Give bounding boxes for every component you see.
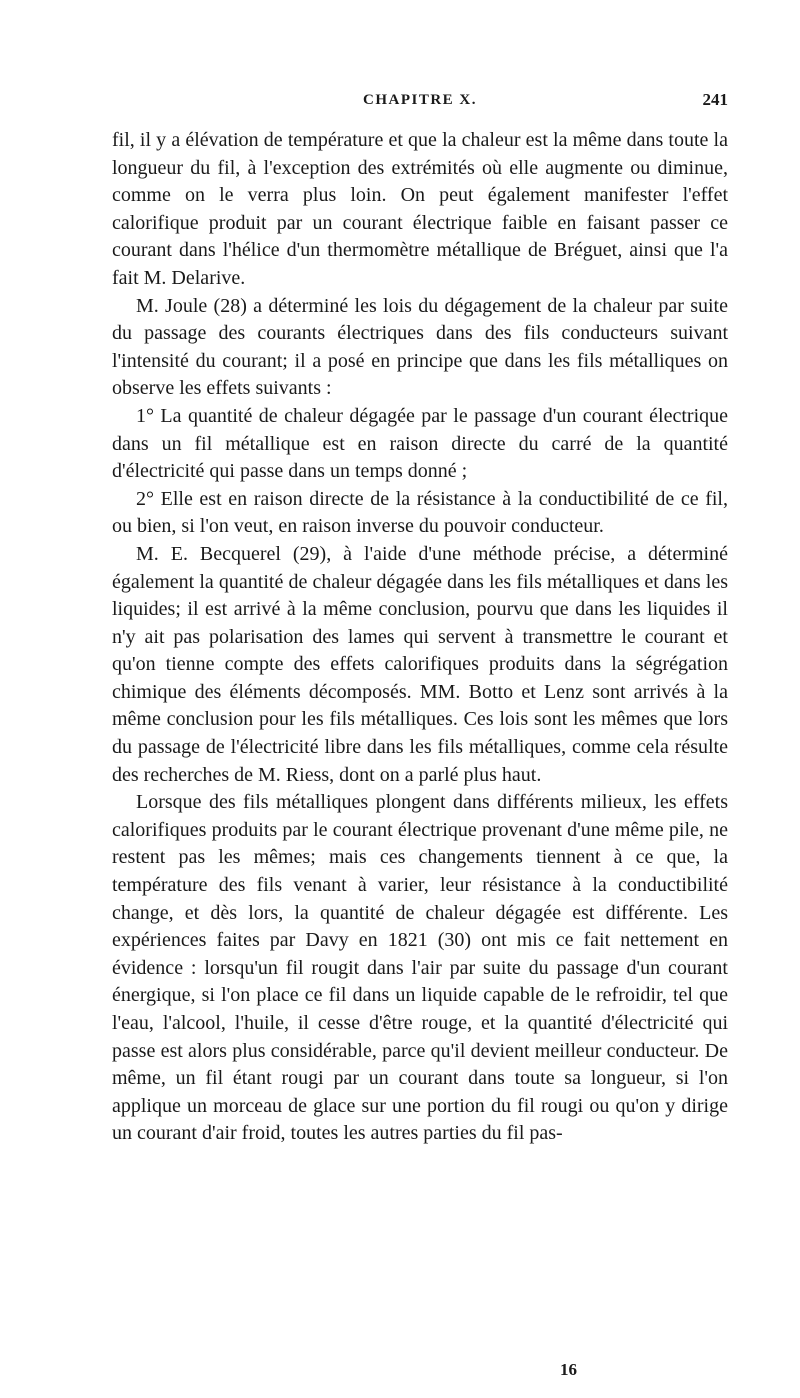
chapter-title: CHAPITRE X. bbox=[362, 92, 477, 108]
paragraph-6: Lorsque des fils métalliques plongent dans différents milieux, les effets calorifiques produits par le courant électrique provenant d'une même pile, ne restent pas les mêmes; mais ces changements tiennent à ce que, la température des fils venant à varier, leur résistance à la conductibilité change, et dès lors, la quantité de chaleur dégagée est différente. Les expériences faites par Davy en 1821 (30) ont mis ce fait nettement en évidence : lorsqu'un fil rougit dans l'air par suite du passage d'un courant énergique, si l'on place ce fil dans un liquide capable de le refroidir, tel que l'eau, l'alcool, l'huile, il cesse d'être rouge, et la quantité d'électricité qui passe est alors plus considérable, parce qu'il devient meilleur conducteur. De même, un fil étant rougi par un courant dans toute sa longueur, si l'on applique un morceau de glace sur une portion du fil rougi ou qu'on y dirige un courant d'air froid, toutes les autres parties du fil pas- bbox=[112, 791, 728, 1145]
paragraph-1: fil, il y a élévation de température et que la chaleur est la même dans toute la longueur du fil, à l'exception des extrémités où elle augmente ou diminue, comme on le verra plus loin. On peut également manifester l'effet calorifique produit par un courant électrique faible en faisant passer ce courant dans l'hélice d'un thermomètre métallique de Bréguet, ainsi que l'a fait M. Delarive. bbox=[112, 129, 728, 289]
paragraph-5: M. E. Becquerel (29), à l'aide d'une méthode précise, a déterminé également la quantité de chaleur dégagée dans les fils métalliques et dans les liquides; il est arrivé à la même conclusion, pourvu que dans les liquides il n'y ait pas polarisation des lames qui servent à transmettre le courant et qu'on tienne compte des effets calorifiques produits dans la ségrégation chimique des éléments décomposés. MM. Botto et Lenz sont arrivés à la même conclusion pour les fils métalliques. Ces lois sont les mêmes que lors du passage de l'électricité libre dans les fils métalliques, comme cela résulte des recherches de M. Riess, dont on a parlé plus haut. bbox=[112, 542, 728, 786]
running-head bbox=[112, 92, 728, 114]
signature-mark: 16 bbox=[560, 1360, 577, 1379]
body-text bbox=[112, 127, 728, 1148]
paragraph-3: 1° La quantité de chaleur dégagée par le passage d'un courant électrique dans un fil métallique est en raison directe du carré de la quantité d'électricité qui passe dans un temps donné ; bbox=[112, 404, 728, 483]
paragraph-4: 2° Elle est en raison directe de la résistance à la conductibilité de ce fil, ou bien, si l'on veut, en raison inverse du pouvoir conducteur. bbox=[112, 487, 728, 538]
paragraph-2: M. Joule (28) a déterminé les lois du dégagement de la chaleur par suite du passage des courants électriques dans des fils conducteurs suivant l'intensité du courant; il a posé en principe que dans les fils métalliques on observe les effets suivants : bbox=[112, 294, 728, 400]
page-number: 241 bbox=[702, 90, 728, 109]
